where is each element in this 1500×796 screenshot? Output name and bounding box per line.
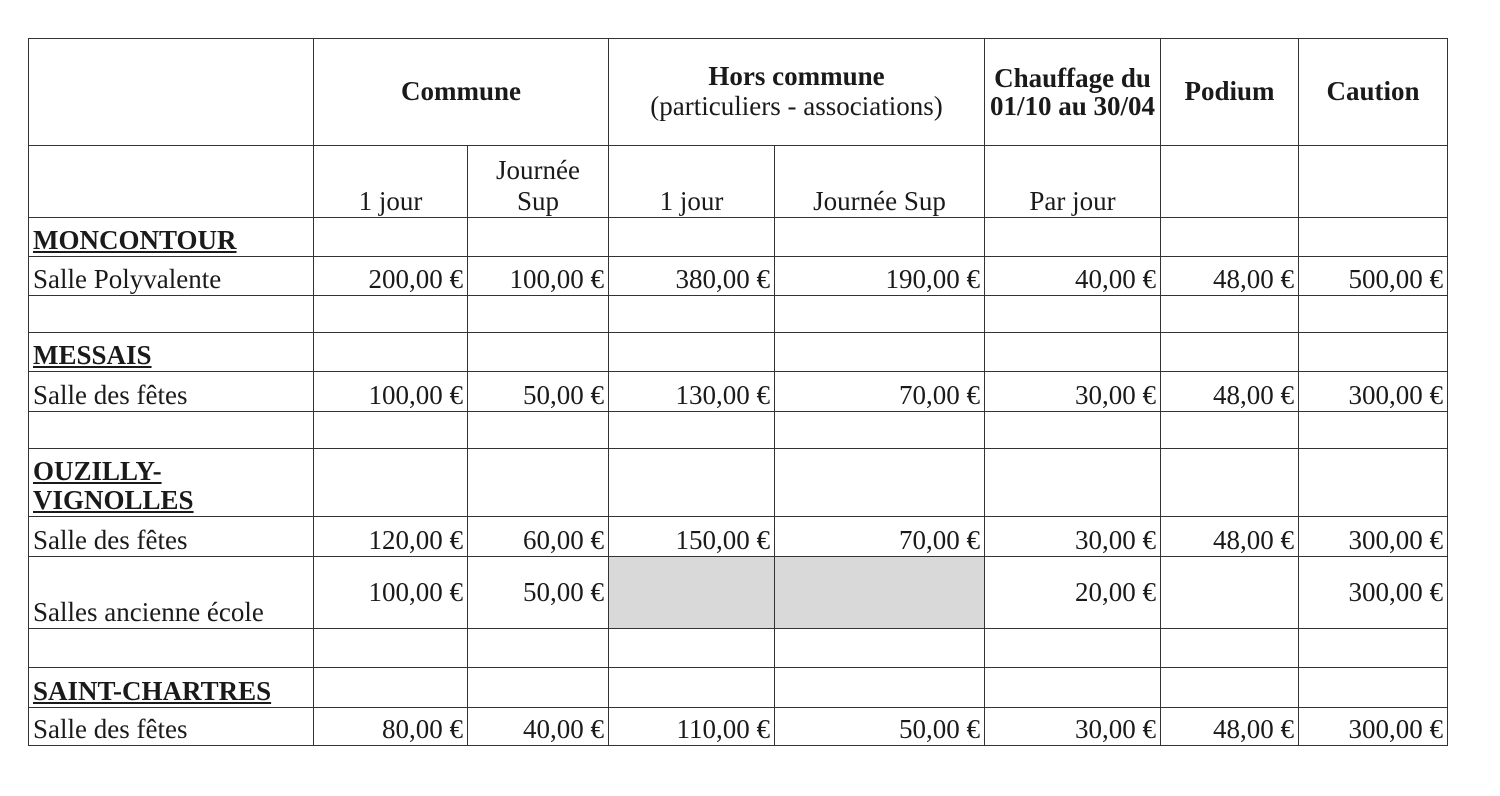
commune-name: MESSAIS [29,333,314,372]
price-chauffage: 30,00 € [985,372,1161,412]
subheader-hors-journee-sup: Journée Sup [775,146,985,218]
tariff-table [28,38,1448,746]
subheader-empty-caution [1299,146,1448,218]
price-hors-sup-shaded [775,557,985,629]
room-row [29,517,1448,557]
price-caution: 300,00 € [1299,708,1448,746]
price-podium: 48,00 € [1161,372,1299,412]
subheader-commune-journee-sup: Journée Sup [468,146,609,218]
price-podium: 48,00 € [1161,708,1299,746]
price-commune-sup: 50,00 € [468,557,609,629]
section-row [29,668,1448,708]
room-row [29,557,1448,629]
room-label: Salles ancienne école [29,557,314,629]
room-label: Salle des fêtes [29,517,314,557]
price-commune-sup: 40,00 € [468,708,609,746]
section-row [29,218,1448,257]
price-hors-1jour: 130,00 € [609,372,775,412]
section-row [29,449,1448,517]
price-chauffage: 30,00 € [985,708,1161,746]
price-hors-1jour: 110,00 € [609,708,775,746]
price-commune-sup: 60,00 € [468,517,609,557]
price-chauffage: 30,00 € [985,517,1161,557]
room-row [29,257,1448,296]
price-commune-1jour: 120,00 € [314,517,468,557]
commune-name: SAINT-CHARTRES [29,668,314,708]
price-commune-1jour: 80,00 € [314,708,468,746]
header-chauffage: Chauffage du 01/10 au 30/04 [985,39,1161,146]
price-hors-sup: 50,00 € [775,708,985,746]
price-podium: 48,00 € [1161,257,1299,296]
subheader-empty-cell [29,146,314,218]
header-hors-commune [609,39,985,146]
price-caution: 500,00 € [1299,257,1448,296]
header-caution: Caution [1299,39,1448,146]
price-hors-1jour-shaded [609,557,775,629]
room-row [29,708,1448,746]
price-podium: 48,00 € [1161,517,1299,557]
price-hors-1jour: 150,00 € [609,517,775,557]
subheader-empty-podium [1161,146,1299,218]
price-commune-sup: 50,00 € [468,372,609,412]
commune-name-line1: OUZILLY- [33,455,162,486]
header-empty-cell [29,39,314,146]
price-caution: 300,00 € [1299,557,1448,629]
subheader-commune-1jour: 1 jour [314,146,468,218]
price-hors-sup: 190,00 € [775,257,985,296]
header-row [29,39,1448,146]
room-label: Salle des fêtes [29,708,314,746]
commune-name-line2: VIGNOLLES [33,485,194,516]
price-hors-sup: 70,00 € [775,372,985,412]
commune-name [29,449,314,517]
subheader-chauffage-par-jour: Par jour [985,146,1161,218]
section-row [29,333,1448,372]
subheader-row [29,146,1448,218]
price-podium [1161,557,1299,629]
room-row [29,372,1448,412]
price-caution: 300,00 € [1299,517,1448,557]
price-chauffage: 20,00 € [985,557,1161,629]
room-label: Salle des fêtes [29,372,314,412]
header-hors-commune-subtitle: (particuliers - associations) [650,91,943,121]
header-podium: Podium [1161,39,1299,146]
spacer-row [29,629,1448,668]
price-commune-1jour: 100,00 € [314,557,468,629]
commune-name: MONCONTOUR [29,218,314,257]
header-commune: Commune [314,39,609,146]
price-commune-sup: 100,00 € [468,257,609,296]
price-chauffage: 40,00 € [985,257,1161,296]
price-hors-1jour: 380,00 € [609,257,775,296]
header-hors-commune-title: Hors commune [708,61,885,92]
price-commune-1jour: 100,00 € [314,372,468,412]
price-caution: 300,00 € [1299,372,1448,412]
room-label: Salle Polyvalente [29,257,314,296]
price-commune-1jour: 200,00 € [314,257,468,296]
spacer-row [29,412,1448,449]
spacer-row [29,296,1448,333]
price-hors-sup: 70,00 € [775,517,985,557]
subheader-hors-1jour: 1 jour [609,146,775,218]
